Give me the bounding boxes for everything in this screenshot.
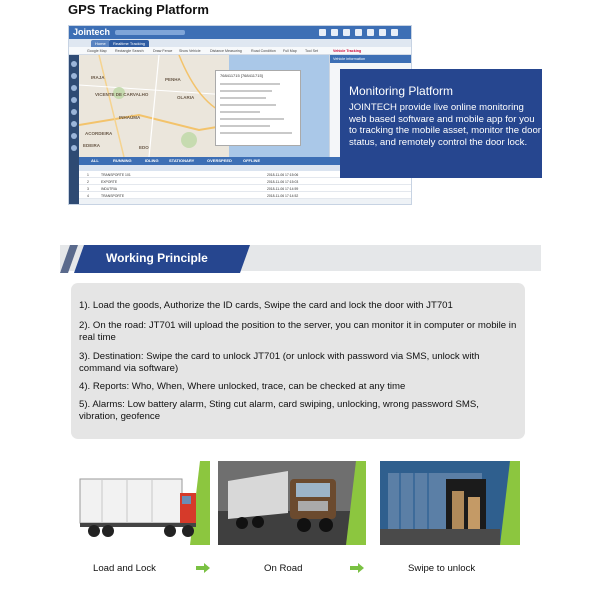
nav-icon bbox=[71, 109, 77, 115]
row-company: EXPORTE bbox=[101, 180, 118, 184]
row-time: 2018-11-06 17:14:52 bbox=[267, 194, 299, 198]
step-caption: Load and Lock bbox=[93, 563, 156, 574]
nav-icon bbox=[71, 145, 77, 151]
status-idling: IDLING bbox=[145, 158, 159, 163]
step-caption: Swipe to unlock bbox=[408, 563, 476, 574]
left-nav bbox=[69, 55, 79, 205]
message-icon bbox=[331, 29, 338, 36]
tool-show-vehicle: Show Vehicle bbox=[179, 49, 201, 53]
vehicle-info-popup bbox=[215, 70, 301, 146]
status-running: RUNNING bbox=[113, 158, 132, 163]
step-caption: On Road bbox=[264, 563, 303, 574]
app-logo: Jointech bbox=[73, 27, 111, 37]
tool-google-map: Google Map bbox=[87, 49, 107, 53]
popup-title: 768411715 [768411715] bbox=[220, 73, 263, 78]
row-time: 2018-11-06 17:15:03 bbox=[267, 180, 299, 184]
truck-loading-illustration bbox=[72, 461, 210, 545]
popup-line bbox=[220, 118, 284, 120]
row-index: 4 bbox=[87, 194, 89, 198]
user-icon bbox=[367, 29, 374, 36]
truck-on-road-illustration bbox=[218, 461, 366, 545]
photo-load-and-lock bbox=[72, 461, 210, 545]
panel-title: Vehicle information bbox=[330, 55, 412, 63]
popup-line bbox=[220, 125, 270, 127]
settings-icon bbox=[355, 29, 362, 36]
nav-icon bbox=[71, 61, 77, 67]
page-title: GPS Tracking Platform bbox=[68, 2, 209, 17]
tool-draw-fence: Draw Fence bbox=[153, 49, 173, 53]
language-icon bbox=[379, 29, 386, 36]
row-time: 2018-11-06 17:15:06 bbox=[267, 173, 299, 177]
principle-item: 4). Reports: Who, When, Where unlocked, trace, can be checked at any time bbox=[79, 381, 406, 392]
principle-item: 3). Destination: Swipe the card to unlock JT701 (or unlock with password via SMS, unlock with command via software) bbox=[79, 351, 480, 374]
popup-line bbox=[220, 83, 280, 85]
arrow-right-icon bbox=[350, 563, 364, 573]
logout-icon bbox=[391, 29, 398, 36]
tool-full-map: Full Map bbox=[283, 49, 297, 53]
table-row bbox=[79, 178, 412, 185]
table-row bbox=[79, 185, 412, 192]
report-icon bbox=[343, 29, 350, 36]
monitoring-title: Monitoring Platform bbox=[349, 84, 454, 98]
tab-realtime-tracking: Realtime Tracking bbox=[109, 40, 149, 47]
map-label: OLARIA bbox=[177, 95, 195, 100]
map-label: PENHA bbox=[165, 77, 181, 82]
tool-tool-set: Tool Set bbox=[305, 49, 318, 53]
status-all: ALL bbox=[91, 158, 99, 163]
map-label: EDO bbox=[139, 145, 149, 150]
row-time: 2018-11-06 17:14:59 bbox=[267, 187, 299, 191]
nav-icon bbox=[71, 133, 77, 139]
status-offline: OFFLINE bbox=[243, 158, 261, 163]
status-stationary: STATIONARY bbox=[169, 158, 195, 163]
tool-vehicle-tracking: Vehicle Tracking bbox=[333, 49, 362, 53]
row-index: 2 bbox=[87, 180, 89, 184]
row-company: TRANSPORTE 101 bbox=[101, 173, 131, 177]
nav-icon bbox=[71, 97, 77, 103]
open-trailer-illustration bbox=[380, 461, 520, 545]
row-index: 1 bbox=[87, 173, 89, 177]
popup-line bbox=[220, 111, 260, 113]
tool-road-condition: Road Condition bbox=[251, 49, 276, 53]
popup-line bbox=[220, 90, 272, 92]
alarm-icon bbox=[319, 29, 326, 36]
nav-icon bbox=[71, 85, 77, 91]
monitoring-description: JOINTECH provide live online monitoring web based software and mobile app for you to tracking the mobile asset, monitor the door status, and remotely control the door lock. bbox=[349, 102, 541, 148]
map-label: ACORDEIRA bbox=[85, 131, 113, 136]
table-row bbox=[79, 192, 412, 199]
arrow-right-icon bbox=[196, 563, 210, 573]
nav-icon bbox=[71, 121, 77, 127]
tool-rectangle-search: Rectangle Search bbox=[115, 49, 144, 53]
nav-icon bbox=[71, 73, 77, 79]
app-tagline-bar bbox=[115, 30, 185, 35]
row-company: INDUTRIA bbox=[101, 187, 118, 191]
tab-home: Home bbox=[91, 40, 110, 47]
map-label: VICENTE DE CARVALHO bbox=[95, 92, 149, 97]
principle-item: 1). Load the goods, Authorize the ID cards, Swipe the card and lock the door with JT701 bbox=[79, 300, 453, 311]
tool-distance-measuring: Distance Measuring bbox=[210, 49, 242, 53]
popup-line bbox=[220, 97, 266, 99]
photo-swipe-to-unlock bbox=[380, 461, 520, 545]
principle-item: 2). On the road: JT701 will upload the position to the server, you can monitor it in computer or mobile in real time bbox=[79, 320, 517, 343]
status-overspeed: OVERSPEED bbox=[207, 158, 232, 163]
map-label: EDEIRA bbox=[83, 143, 101, 148]
row-company: TRANSPORTE bbox=[101, 194, 125, 198]
popup-line bbox=[220, 132, 292, 134]
photo-on-road bbox=[218, 461, 366, 545]
map-label: INHAÚMA bbox=[119, 115, 141, 120]
row-index: 3 bbox=[87, 187, 89, 191]
section-title: Working Principle bbox=[106, 251, 208, 265]
principle-item: 5). Alarms: Low battery alarm, Sting cut alarm, card swiping, unlocking, wrong password SMS, vibration, geofence bbox=[79, 399, 479, 422]
map-label: IRAJA bbox=[91, 75, 105, 80]
popup-line bbox=[220, 104, 276, 106]
